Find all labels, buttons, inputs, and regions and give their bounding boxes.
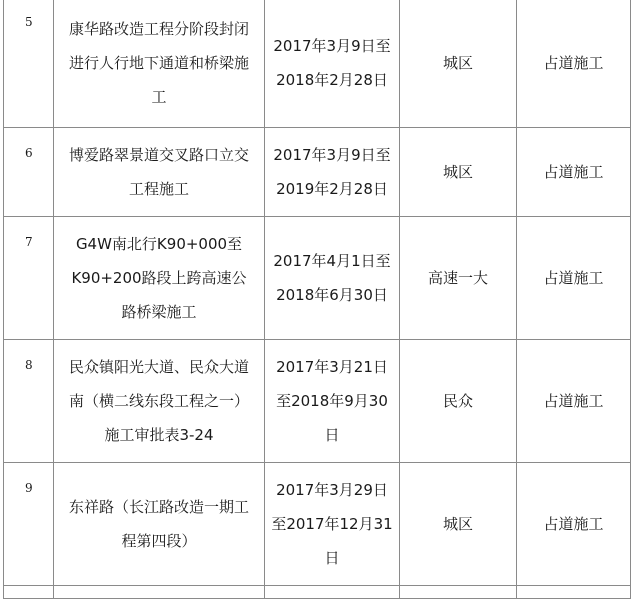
area: 城区 <box>400 0 517 128</box>
empty-cell <box>400 586 517 599</box>
row-number: 5 <box>4 0 54 128</box>
project-name: 博爱路翠景道交叉路口立交工程施工 <box>54 128 265 217</box>
row-number: 8 <box>4 340 54 463</box>
empty-cell <box>54 586 265 599</box>
area: 城区 <box>400 128 517 217</box>
period: 2017年3月9日至2018年2月28日 <box>265 0 400 128</box>
area: 高速一大 <box>400 217 517 340</box>
work-type: 占道施工 <box>517 217 631 340</box>
row-number: 6 <box>4 128 54 217</box>
table-row <box>4 340 631 463</box>
empty-cell <box>265 586 400 599</box>
project-name: G4W南北行K90+000至K90+200路段上跨高速公路桥梁施工 <box>54 217 265 340</box>
table-row <box>4 128 631 217</box>
table-row <box>4 0 631 128</box>
project-name: 民众镇阳光大道、民众大道南（横二线东段工程之一）施工审批表3-24 <box>54 340 265 463</box>
table-row-partial <box>4 586 631 599</box>
period: 2017年3月21日至2018年9月30日 <box>265 340 400 463</box>
area: 城区 <box>400 463 517 586</box>
construction-table <box>3 0 631 599</box>
area: 民众 <box>400 340 517 463</box>
empty-cell <box>4 586 54 599</box>
table-row <box>4 463 631 586</box>
period: 2017年3月9日至2019年2月28日 <box>265 128 400 217</box>
period: 2017年3月29日至2017年12月31日 <box>265 463 400 586</box>
table-row <box>4 217 631 340</box>
row-number: 7 <box>4 217 54 340</box>
row-number: 9 <box>4 463 54 586</box>
work-type: 占道施工 <box>517 128 631 217</box>
period: 2017年4月1日至2018年6月30日 <box>265 217 400 340</box>
empty-cell <box>517 586 631 599</box>
project-name: 康华路改造工程分阶段封闭进行人行地下通道和桥梁施工 <box>54 0 265 128</box>
work-type: 占道施工 <box>517 0 631 128</box>
project-name: 东祥路（长江路改造一期工程第四段） <box>54 463 265 586</box>
work-type: 占道施工 <box>517 463 631 586</box>
work-type: 占道施工 <box>517 340 631 463</box>
